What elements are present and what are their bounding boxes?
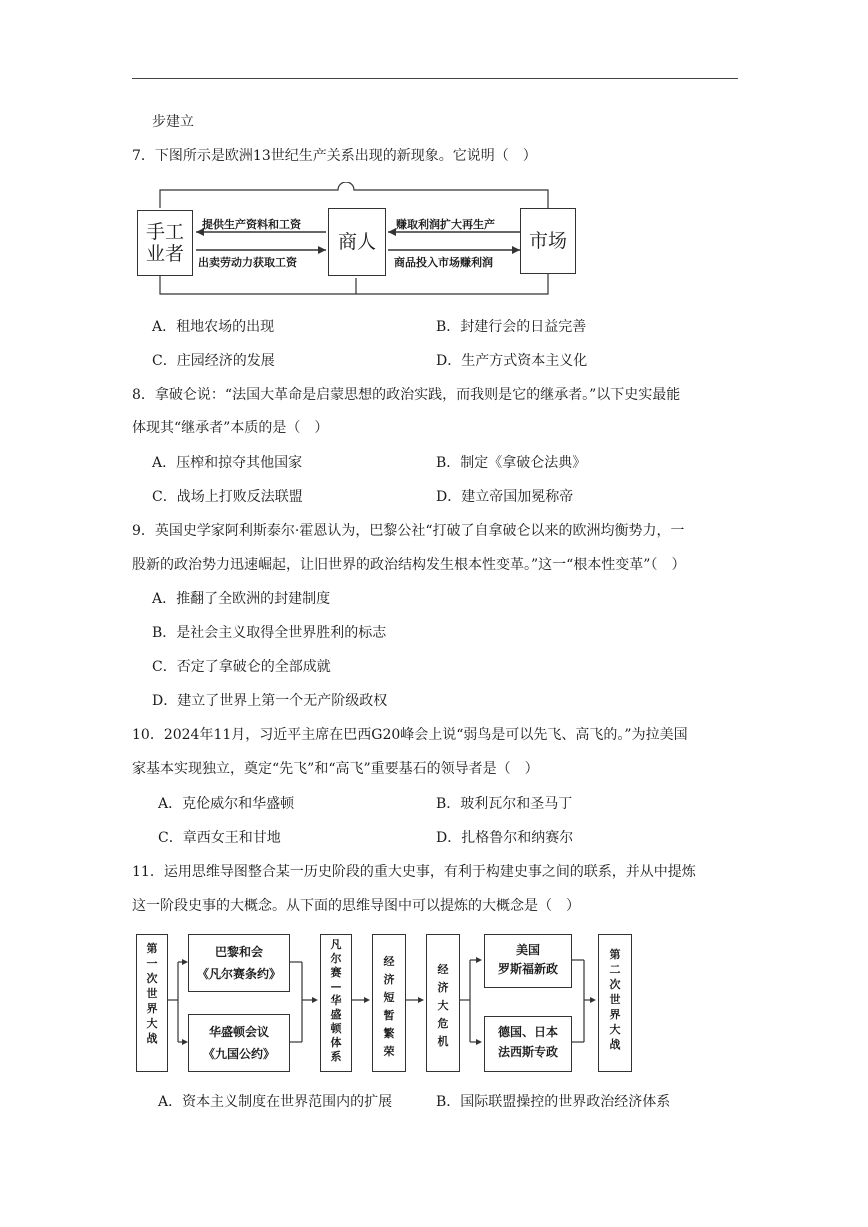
q11-node-germany-japan-policy: 法西斯专政 [497, 1045, 558, 1059]
q9-option-b[interactable]: B．是社会主义取得全世界胜利的标志 [152, 625, 387, 641]
q9-stem-line2: 股新的政治势力迅速崛起，让旧世界的政治结构发生根本性变革。”这一“根本性变革”（ ） [132, 557, 686, 573]
q11-node-ww1 [136, 934, 168, 1072]
q7-stem: 7．下图所示是欧洲13世纪生产关系出现的新现象。它说明（ ） [132, 148, 537, 164]
q8-stem-line2: 体现其“继承者”本质的是（ ） [132, 420, 329, 436]
q10-stem-line2: 家基本实现独立，奠定“先飞”和“高飞”重要基石的领导者是（ ） [132, 761, 539, 777]
header-rule [132, 78, 738, 79]
q11-node-washington-treaty: 《九国公约》 [202, 1047, 275, 1061]
q7-option-b[interactable]: B．封建行会的日益完善 [436, 319, 587, 335]
q11-option-a[interactable]: A．资本主义制度在世界范围内的扩展 [158, 1094, 393, 1110]
q11-node-crisis-label: 经济大危机 [437, 963, 449, 1048]
q11-node-us [484, 934, 572, 988]
q9-option-a[interactable]: A．推翻了全欧洲的封建制度 [152, 591, 331, 607]
q7-arrow-label-tl: 提供生产资料和工资 [202, 218, 301, 231]
q7-box-merchant [328, 208, 386, 276]
q11-node-us-title: 美国 [515, 943, 540, 957]
q9-stem-line1: 9．英国史学家阿利斯泰尔·霍恩认为，巴黎公社“打破了自拿破仑以来的欧洲均衡势力，一 [132, 523, 685, 539]
q11-node-boom [372, 934, 406, 1072]
q11-node-paris-treaty: 《凡尔赛条约》 [196, 967, 281, 981]
q8-option-a[interactable]: A．压榨和掠夺其他国家 [152, 455, 303, 471]
q7-arrow-label-br: 商品投入市场赚利润 [394, 256, 493, 269]
q11-node-crisis [426, 934, 460, 1072]
q11-stem-line1: 11．运用思维导图整合某一历史阶段的重大史事，有利于构建史事之间的联系，并从中提炼 [132, 864, 696, 880]
q8-option-d[interactable]: D．建立帝国加冕称帝 [436, 489, 574, 505]
q10-option-d[interactable]: D．扎格鲁尔和纳赛尔 [436, 830, 574, 846]
q11-option-b[interactable]: B．国际联盟操控的世界政治经济体系 [436, 1094, 671, 1110]
q8-stem-line1: 8．拿破仑说：“法国大革命是启蒙思想的政治实践，而我则是它的继承者。”以下史实最能 [132, 387, 681, 403]
q7-arrow-label-tr: 赚取利润扩大再生产 [396, 218, 495, 231]
q11-node-system-label: 凡尔赛—华盛顿体系 [330, 938, 342, 1063]
q7-option-c[interactable]: C．庄园经济的发展 [152, 353, 275, 369]
q11-node-paris [188, 934, 290, 992]
q7-box-artisan [137, 210, 193, 276]
q10-option-c[interactable]: C．章西女王和甘地 [158, 830, 281, 846]
q10-stem-line1: 10．2024年11月，习近平主席在巴西G20峰会上说“弱鸟是可以先飞、高飞的。”为拉美国 [132, 727, 688, 743]
q11-node-system [320, 934, 352, 1072]
q11-node-germany-japan [484, 1016, 572, 1072]
q7-box-market-label: 市场 [528, 230, 567, 252]
q11-node-washington [188, 1014, 290, 1072]
q11-node-boom-label: 经济短暂繁荣 [383, 955, 395, 1058]
q9-option-c[interactable]: C．否定了拿破仑的全部成就 [152, 659, 331, 675]
q8-option-c[interactable]: C．战场上打败反法联盟 [152, 489, 303, 505]
q11-node-washington-title: 华盛顿会议 [208, 1025, 269, 1039]
q11-node-germany-japan-title: 德国、日本 [497, 1025, 558, 1039]
q7-box-artisan-label: 手工业者 [145, 221, 184, 265]
q10-option-b[interactable]: B．玻利瓦尔和圣马丁 [436, 796, 573, 812]
q8-option-b[interactable]: B．制定《拿破仑法典》 [436, 455, 587, 471]
q11-node-ww2-label: 第二次世界大战 [609, 948, 621, 1051]
q11-node-ww1-label: 第一次世界大战 [146, 942, 158, 1045]
previous-answer-tail: 步建立 [152, 114, 194, 130]
q11-mindmap [130, 926, 640, 1076]
q11-stem-line2: 这一阶段史事的大概念。从下面的思维导图中可以提炼的大概念是（ ） [132, 898, 580, 914]
q7-box-market [520, 208, 576, 274]
q7-option-a[interactable]: A．租地农场的出现 [152, 319, 275, 335]
q11-node-paris-title: 巴黎和会 [214, 945, 263, 959]
q7-arrow-label-bl: 出卖劳动力获取工资 [198, 256, 297, 269]
q7-diagram [130, 182, 590, 300]
q11-node-us-policy: 罗斯福新政 [497, 962, 558, 976]
q7-box-merchant-label: 商人 [337, 231, 376, 253]
q9-option-d[interactable]: D．建立了世界上第一个无产阶级政权 [152, 693, 388, 709]
q10-option-a[interactable]: A．克伦威尔和华盛顿 [158, 796, 295, 812]
q7-option-d[interactable]: D．生产方式资本主义化 [436, 353, 588, 369]
q11-node-ww2 [598, 934, 632, 1072]
